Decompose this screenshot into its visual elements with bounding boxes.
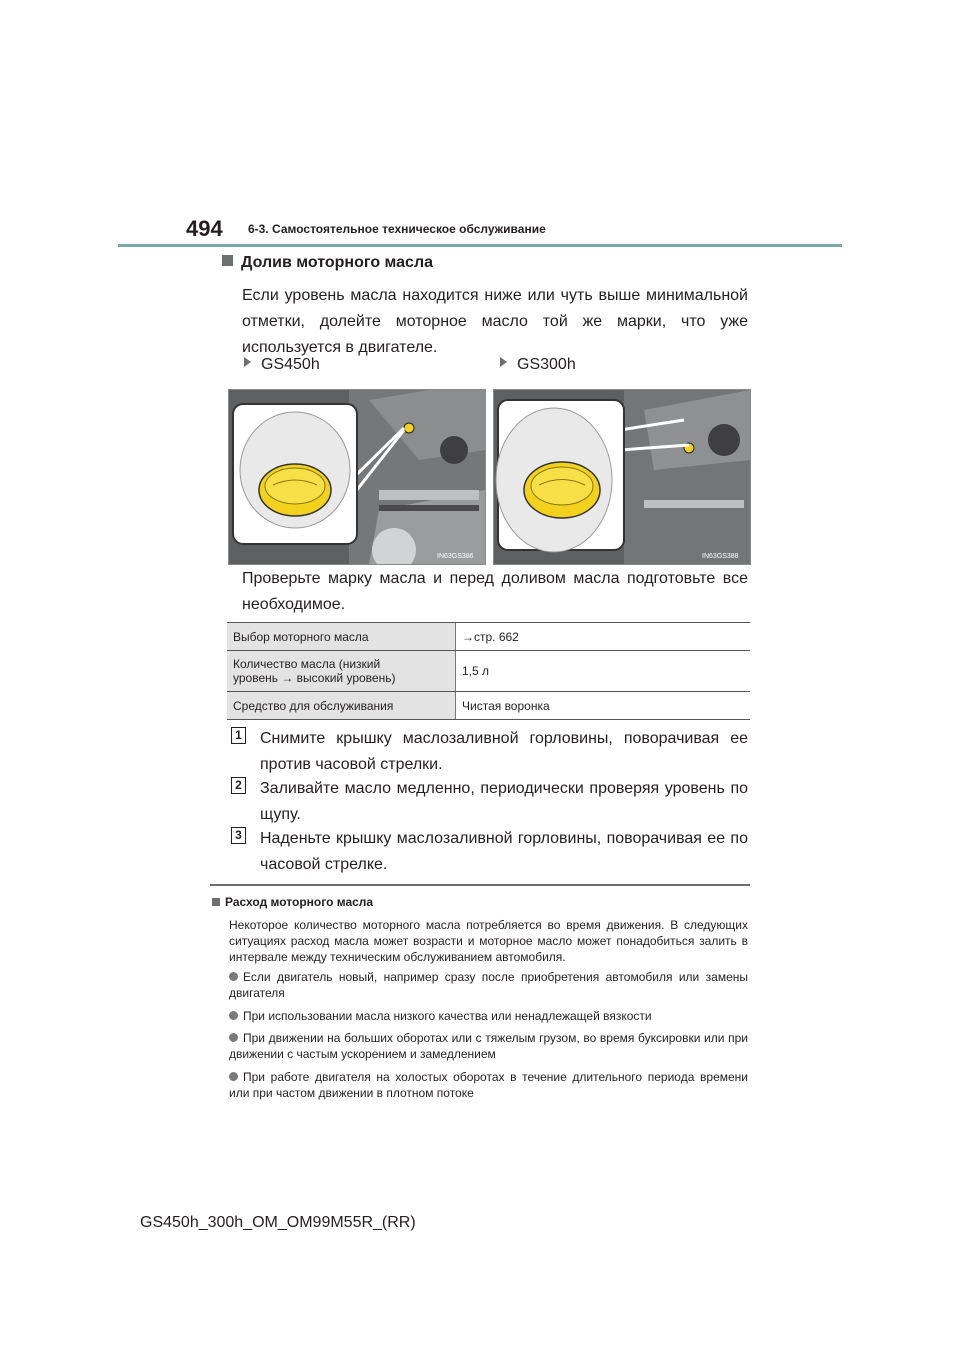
table-cell: Средство для обслуживания [227, 692, 456, 720]
dot-bullet-icon [229, 1011, 238, 1020]
table-cell: Чистая воронка [456, 692, 751, 720]
section-header: 6-3. Самостоятельное техническое обслуживание [248, 222, 546, 236]
list-item: При движении на больших оборотах или с тяжелым грузом, во время буксировки или при движении с частым ускорением и замедлением [229, 1031, 748, 1061]
triangle-bullet-icon [500, 357, 507, 367]
maintenance-table [227, 622, 750, 720]
footer-doc-code: GS450h_300h_OM_OM99M55R_(RR) [140, 1214, 416, 1231]
table-cell: Выбор моторного масла [227, 623, 456, 651]
prepare-paragraph: Проверьте марку масла и перед доливом масла подготовьте все необходимое. [242, 570, 748, 613]
table-row [227, 623, 750, 651]
step-text: Заливайте масло медленно, периодически проверяя уровень по щупу. [260, 780, 748, 823]
engine-photo-gs300h [493, 389, 751, 565]
intro-paragraph: Если уровень масла находится ниже или чуть выше минимальной отметки, долейте моторное масло той же марки, что уже используется в двигателе. [242, 287, 748, 356]
image-code: IN63GS388 [702, 553, 739, 560]
step-number-badge: 3 [231, 827, 246, 844]
model-label-gs300h: GS300h [500, 356, 576, 374]
table-cell: →стр. 662 [456, 623, 751, 651]
page-number: 494 [186, 216, 223, 241]
step-text: Наденьте крышку маслозаливной горловины, поворачивая ее по часовой стрелке. [260, 830, 748, 873]
square-bullet-icon [212, 898, 220, 906]
table-cell: 1,5 л [456, 651, 751, 692]
triangle-bullet-icon [244, 357, 251, 367]
note-body: Некоторое количество моторного масла потребляется во время движения. В следующих ситуациях расход масла может возрасти и моторное масло может понадобиться залить в интервале между техническим обслуживанием автомобиля. [229, 918, 748, 964]
list-item: При работе двигателя на холостых оборотах в течение длительного периода времени или при частом движении в плотном потоке [229, 1070, 748, 1100]
table-row [227, 651, 750, 692]
list-item: При использовании масла низкого качества или ненадлежащей вязкости [229, 1008, 748, 1024]
step-text: Снимите крышку маслозаливной горловины, поворачивая ее против часовой стрелки. [260, 730, 748, 773]
table-row [227, 692, 750, 720]
table-cell: Количество масла (низкий уровень → высокий уровень) [227, 651, 456, 692]
step-number-badge: 1 [231, 727, 246, 744]
dot-bullet-icon [229, 972, 238, 981]
square-bullet-icon [222, 255, 233, 266]
section-title [222, 254, 433, 272]
header-divider [118, 244, 842, 247]
step-number-badge: 2 [231, 777, 246, 794]
model-label-gs450h: GS450h [244, 356, 320, 374]
section-title-text: Долив моторного масла [241, 254, 434, 271]
note-title: Расход моторного масла [212, 895, 373, 909]
list-item: Если двигатель новый, например сразу после приобретения автомобиля или замены двигателя [229, 970, 748, 1000]
image-code: IN63GS386 [437, 553, 474, 560]
engine-photo-gs450h [228, 389, 486, 565]
dot-bullet-icon [229, 1033, 238, 1042]
dot-bullet-icon [229, 1072, 238, 1081]
note-divider [210, 884, 750, 886]
